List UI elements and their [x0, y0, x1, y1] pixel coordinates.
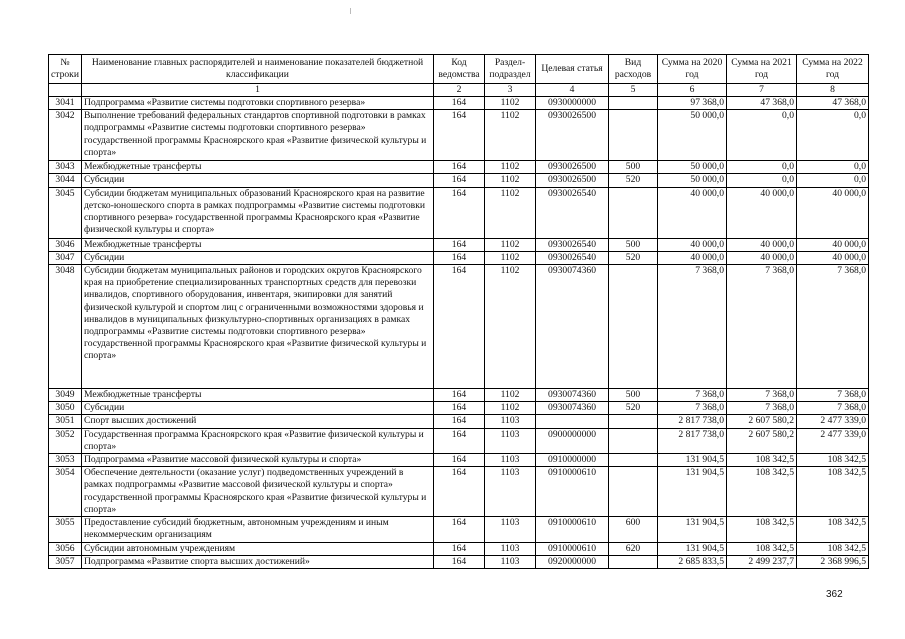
row-number: 3057	[49, 555, 82, 568]
indicator-name: Межбюджетные трансферты	[82, 238, 434, 251]
sum-2021: 2 607 580,2	[727, 428, 797, 453]
row-number: 3041	[49, 97, 82, 110]
expense-kind	[609, 97, 658, 110]
budget-table	[48, 54, 869, 569]
table-row	[49, 251, 869, 264]
table-row	[49, 161, 869, 174]
target-article	[536, 415, 609, 428]
sum-2022: 2 477 339,0	[797, 428, 869, 453]
dept-code: 164	[434, 542, 485, 555]
col-number: 7	[727, 84, 797, 97]
section-code: 1102	[485, 187, 536, 238]
header-dept-code: Код ведомства	[434, 55, 485, 84]
sum-2020: 50 000,0	[658, 110, 727, 161]
sum-2020: 97 368,0	[658, 97, 727, 110]
dept-code: 164	[434, 265, 485, 389]
row-number: 3049	[49, 389, 82, 402]
row-number: 3043	[49, 161, 82, 174]
dept-code: 164	[434, 402, 485, 415]
row-number: 3045	[49, 187, 82, 238]
expense-kind: 520	[609, 174, 658, 187]
indicator-name: Обеспечение деятельности (оказание услуг) подведомственных учреждений в рамках подпрограммы «Развитие массовой физической культуры и спорта» государственной программы Красноярского края «Развитие физической культуры и спорта»	[82, 467, 434, 517]
sum-2021: 108 342,5	[727, 542, 797, 555]
section-code: 1102	[485, 97, 536, 110]
dept-code: 164	[434, 467, 485, 517]
section-code: 1103	[485, 555, 536, 568]
sum-2022: 108 342,5	[797, 517, 869, 542]
dept-code: 164	[434, 428, 485, 453]
sum-2021: 7 368,0	[727, 402, 797, 415]
table-row	[49, 110, 869, 161]
header-kind: Вид расходов	[609, 55, 658, 84]
section-code: 1103	[485, 542, 536, 555]
section-code: 1103	[485, 454, 536, 467]
sum-2021: 2 607 580,2	[727, 415, 797, 428]
sum-2020: 131 904,5	[658, 517, 727, 542]
table-row	[49, 428, 869, 453]
row-number: 3051	[49, 415, 82, 428]
sum-2022: 0,0	[797, 110, 869, 161]
sum-2022: 108 342,5	[797, 454, 869, 467]
col-number: 3	[485, 84, 536, 97]
section-code: 1102	[485, 238, 536, 251]
section-code: 1103	[485, 428, 536, 453]
target-article: 0930074360	[536, 389, 609, 402]
section-code: 1102	[485, 251, 536, 264]
indicator-name: Субсидии автономным учреждениям	[82, 542, 434, 555]
expense-kind: 520	[609, 402, 658, 415]
col-number: 6	[658, 84, 727, 97]
target-article: 0930000000	[536, 97, 609, 110]
dept-code: 164	[434, 161, 485, 174]
sum-2022: 7 368,0	[797, 265, 869, 389]
row-number: 3044	[49, 174, 82, 187]
indicator-name: Субсидии	[82, 251, 434, 264]
row-number: 3046	[49, 238, 82, 251]
header-row-no: № строки	[49, 55, 82, 84]
expense-kind	[609, 415, 658, 428]
sum-2022: 7 368,0	[797, 402, 869, 415]
expense-kind	[609, 555, 658, 568]
column-number-row	[49, 84, 869, 97]
table-row	[49, 389, 869, 402]
target-article: 0930026500	[536, 110, 609, 161]
sum-2021: 40 000,0	[727, 251, 797, 264]
target-article: 0930026540	[536, 251, 609, 264]
sum-2022: 7 368,0	[797, 389, 869, 402]
scan-mark	[350, 8, 351, 14]
sum-2021: 7 368,0	[727, 389, 797, 402]
expense-kind	[609, 454, 658, 467]
sum-2020: 40 000,0	[658, 251, 727, 264]
table-row	[49, 517, 869, 542]
target-article: 0930026540	[536, 187, 609, 238]
sum-2020: 50 000,0	[658, 174, 727, 187]
indicator-name: Государственная программа Красноярского края «Развитие физической культуры и спорта»	[82, 428, 434, 453]
expense-kind	[609, 265, 658, 389]
sum-2021: 47 368,0	[727, 97, 797, 110]
sum-2021: 108 342,5	[727, 517, 797, 542]
indicator-name: Межбюджетные трансферты	[82, 389, 434, 402]
dept-code: 164	[434, 187, 485, 238]
sum-2020: 2 817 738,0	[658, 428, 727, 453]
sum-2020: 50 000,0	[658, 161, 727, 174]
col-number: 1	[82, 84, 434, 97]
expense-kind: 500	[609, 238, 658, 251]
col-number: 4	[536, 84, 609, 97]
dept-code: 164	[434, 97, 485, 110]
dept-code: 164	[434, 389, 485, 402]
target-article: 0900000000	[536, 428, 609, 453]
header-section: Раздел-подраздел	[485, 55, 536, 84]
col-number: 5	[609, 84, 658, 97]
sum-2020: 7 368,0	[658, 402, 727, 415]
table-row	[49, 402, 869, 415]
row-number: 3054	[49, 467, 82, 517]
section-code: 1103	[485, 517, 536, 542]
col-number	[49, 84, 82, 97]
table-row	[49, 174, 869, 187]
row-number: 3050	[49, 402, 82, 415]
section-code: 1102	[485, 110, 536, 161]
col-number: 2	[434, 84, 485, 97]
row-number: 3056	[49, 542, 82, 555]
target-article: 0930074360	[536, 402, 609, 415]
expense-kind	[609, 467, 658, 517]
target-article: 0930026500	[536, 161, 609, 174]
section-code: 1102	[485, 265, 536, 389]
dept-code: 164	[434, 238, 485, 251]
expense-kind: 500	[609, 161, 658, 174]
table-row	[49, 467, 869, 517]
sum-2021: 108 342,5	[727, 467, 797, 517]
section-code: 1102	[485, 402, 536, 415]
sum-2020: 7 368,0	[658, 265, 727, 389]
sum-2022: 0,0	[797, 174, 869, 187]
indicator-name: Субсидии	[82, 174, 434, 187]
header-sum-2021: Сумма на 2021 год	[727, 55, 797, 84]
sum-2020: 40 000,0	[658, 238, 727, 251]
target-article: 0910000610	[536, 517, 609, 542]
indicator-name: Межбюджетные трансферты	[82, 161, 434, 174]
target-article: 0930026540	[536, 238, 609, 251]
header-name: Наименование главных распорядителей и наименование показателей бюджетной классификации	[82, 55, 434, 84]
sum-2022: 40 000,0	[797, 251, 869, 264]
sum-2020: 2 817 738,0	[658, 415, 727, 428]
indicator-name: Подпрограмма «Развитие системы подготовки спортивного резерва»	[82, 97, 434, 110]
dept-code: 164	[434, 174, 485, 187]
expense-kind	[609, 110, 658, 161]
sum-2021: 108 342,5	[727, 454, 797, 467]
row-number: 3055	[49, 517, 82, 542]
sum-2021: 0,0	[727, 174, 797, 187]
header-sum-2022: Сумма на 2022 год	[797, 55, 869, 84]
target-article: 0910000610	[536, 467, 609, 517]
target-article: 0910000610	[536, 542, 609, 555]
table-body	[49, 97, 869, 569]
sum-2020: 7 368,0	[658, 389, 727, 402]
sum-2020: 40 000,0	[658, 187, 727, 238]
dept-code: 164	[434, 517, 485, 542]
sum-2022: 40 000,0	[797, 187, 869, 238]
indicator-name: Выполнение требований федеральных стандартов спортивной подготовки в рамках подпрограммы «Развитие системы подготовки спортивного резерва» государственной программы Красноярского края «Развитие физической культуры и спорта»	[82, 110, 434, 161]
indicator-name: Субсидии	[82, 402, 434, 415]
sum-2021: 40 000,0	[727, 187, 797, 238]
row-number: 3047	[49, 251, 82, 264]
sum-2021: 40 000,0	[727, 238, 797, 251]
sum-2022: 108 342,5	[797, 467, 869, 517]
table-row	[49, 454, 869, 467]
row-number: 3048	[49, 265, 82, 389]
sum-2020: 131 904,5	[658, 467, 727, 517]
table-row	[49, 542, 869, 555]
sum-2022: 108 342,5	[797, 542, 869, 555]
section-code: 1102	[485, 161, 536, 174]
sum-2021: 0,0	[727, 161, 797, 174]
row-number: 3052	[49, 428, 82, 453]
expense-kind: 500	[609, 389, 658, 402]
target-article: 0930026500	[536, 174, 609, 187]
table-row	[49, 265, 869, 389]
dept-code: 164	[434, 415, 485, 428]
table-row	[49, 97, 869, 110]
sum-2022: 2 477 339,0	[797, 415, 869, 428]
col-number: 8	[797, 84, 869, 97]
target-article: 0920000000	[536, 555, 609, 568]
expense-kind	[609, 428, 658, 453]
indicator-name: Предоставление субсидий бюджетным, автономным учреждениям и иным некоммерческим организациям	[82, 517, 434, 542]
page-number: 362	[826, 589, 843, 600]
expense-kind: 620	[609, 542, 658, 555]
dept-code: 164	[434, 454, 485, 467]
table-header	[49, 55, 869, 97]
table-row	[49, 238, 869, 251]
indicator-name: Спорт высших достижений	[82, 415, 434, 428]
indicator-name: Субсидии бюджетам муниципальных образований Красноярского края на развитие детско-юношеского спорта в рамках подпрограммы «Развитие системы подготовки спортивного резерва» государственной программы Красноярского края «Развитие физической культуры и спорта»	[82, 187, 434, 238]
sum-2022: 2 368 996,5	[797, 555, 869, 568]
row-number: 3053	[49, 454, 82, 467]
dept-code: 164	[434, 555, 485, 568]
section-code: 1102	[485, 389, 536, 402]
sum-2022: 40 000,0	[797, 238, 869, 251]
sum-2021: 0,0	[727, 110, 797, 161]
sum-2020: 131 904,5	[658, 542, 727, 555]
expense-kind	[609, 187, 658, 238]
expense-kind: 600	[609, 517, 658, 542]
table-row	[49, 555, 869, 568]
row-number: 3042	[49, 110, 82, 161]
table-row	[49, 187, 869, 238]
section-code: 1102	[485, 174, 536, 187]
section-code: 1103	[485, 467, 536, 517]
sum-2021: 7 368,0	[727, 265, 797, 389]
table-row	[49, 415, 869, 428]
sum-2022: 47 368,0	[797, 97, 869, 110]
dept-code: 164	[434, 251, 485, 264]
target-article: 0910000000	[536, 454, 609, 467]
sum-2022: 0,0	[797, 161, 869, 174]
section-code: 1103	[485, 415, 536, 428]
sum-2020: 2 685 833,5	[658, 555, 727, 568]
dept-code: 164	[434, 110, 485, 161]
indicator-name: Подпрограмма «Развитие спорта высших достижений»	[82, 555, 434, 568]
header-sum-2020: Сумма на 2020 год	[658, 55, 727, 84]
indicator-name: Субсидии бюджетам муниципальных районов и городских округов Красноярского края на приобретение специализированных транспортных средств для перевозки инвалидов, спортивного оборудования, инвентаря, экипировки для занятий физической культурой и спортом лиц с ограниченными возможностями здоровья и инвалидов в муниципальных физкультурно-спортивных организациях в рамках подпрограммы «Развитие системы подготовки спортивного резерва» государственной программы Красноярского края «Развитие физической культуры и спорта»	[82, 265, 434, 389]
expense-kind: 520	[609, 251, 658, 264]
header-target: Целевая статья	[536, 55, 609, 84]
sum-2021: 2 499 237,7	[727, 555, 797, 568]
indicator-name: Подпрограмма «Развитие массовой физической культуры и спорта»	[82, 454, 434, 467]
target-article: 0930074360	[536, 265, 609, 389]
sum-2020: 131 904,5	[658, 454, 727, 467]
